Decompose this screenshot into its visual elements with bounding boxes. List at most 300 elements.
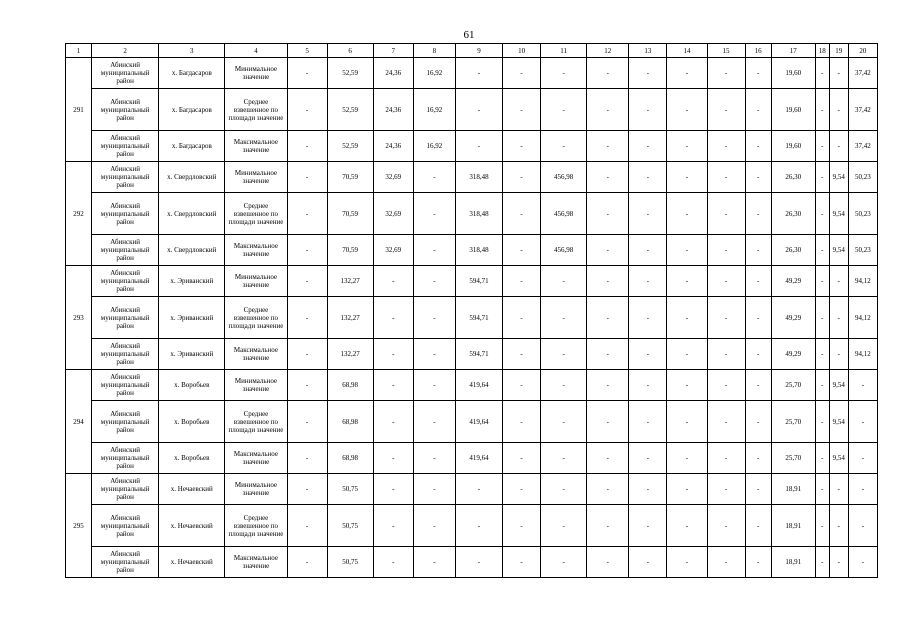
- header-row: [66, 44, 878, 58]
- table-cell: -: [503, 89, 541, 131]
- column-number-header: 19: [829, 44, 848, 58]
- table-cell: -: [815, 297, 829, 339]
- table-cell: -: [667, 474, 707, 505]
- table-cell: 419,64: [455, 401, 502, 443]
- table-cell: -: [541, 474, 587, 505]
- table-cell: -: [629, 162, 667, 193]
- value-type-cell: Минимальное значение: [225, 58, 287, 89]
- table-cell: -: [629, 266, 667, 297]
- table-cell: -: [707, 162, 745, 193]
- table-cell: -: [587, 547, 629, 578]
- table-cell: -: [455, 474, 502, 505]
- table-cell: -: [629, 370, 667, 401]
- table-cell: -: [707, 89, 745, 131]
- table-cell: -: [829, 89, 848, 131]
- settlement-cell: х. Багдасаров: [159, 58, 225, 89]
- table-cell: -: [587, 58, 629, 89]
- table-cell: -: [541, 401, 587, 443]
- table-cell: 32,69: [373, 193, 413, 235]
- table-cell: 18,91: [771, 474, 815, 505]
- data-table: [65, 43, 878, 578]
- table-cell: 50,23: [848, 235, 877, 266]
- table-cell: 16,92: [413, 131, 455, 162]
- table-cell: -: [287, 547, 327, 578]
- table-cell: -: [413, 266, 455, 297]
- table-cell: -: [848, 401, 877, 443]
- table-cell: -: [745, 370, 771, 401]
- table-cell: -: [455, 58, 502, 89]
- table-cell: -: [503, 370, 541, 401]
- table-cell: -: [587, 505, 629, 547]
- table-cell: -: [848, 443, 877, 474]
- table-cell: -: [413, 547, 455, 578]
- district-cell: Абинский муниципальный район: [92, 162, 159, 193]
- table-cell: -: [541, 266, 587, 297]
- table-cell: -: [503, 474, 541, 505]
- table-cell: -: [503, 401, 541, 443]
- table-cell: -: [629, 443, 667, 474]
- value-type-cell: Среднее взвешенное по площади значение: [225, 505, 287, 547]
- table-row: [66, 443, 878, 474]
- district-cell: Абинский муниципальный район: [92, 339, 159, 370]
- table-cell: 25,70: [771, 370, 815, 401]
- value-type-cell: Среднее взвешенное по площади значение: [225, 89, 287, 131]
- table-cell: 456,98: [541, 193, 587, 235]
- table-cell: 9,54: [829, 443, 848, 474]
- table-cell: -: [629, 89, 667, 131]
- table-cell: -: [629, 58, 667, 89]
- page-number: 61: [463, 29, 475, 41]
- value-type-cell: Максимальное значение: [225, 131, 287, 162]
- table-cell: -: [707, 193, 745, 235]
- table-cell: -: [707, 131, 745, 162]
- table-cell: -: [829, 297, 848, 339]
- table-cell: 50,23: [848, 162, 877, 193]
- table-cell: 24,36: [373, 58, 413, 89]
- table-cell: -: [373, 370, 413, 401]
- table-cell: 318,48: [455, 162, 502, 193]
- table-cell: -: [541, 505, 587, 547]
- table-cell: -: [707, 339, 745, 370]
- table-cell: 52,59: [327, 58, 373, 89]
- table-cell: 25,70: [771, 401, 815, 443]
- table-cell: -: [848, 370, 877, 401]
- table-cell: -: [667, 58, 707, 89]
- table-cell: -: [745, 443, 771, 474]
- table-cell: -: [815, 443, 829, 474]
- table-cell: -: [745, 131, 771, 162]
- column-number-header: 6: [327, 44, 373, 58]
- table-cell: -: [629, 297, 667, 339]
- column-number-header: 4: [225, 44, 287, 58]
- column-number-header: 14: [667, 44, 707, 58]
- table-cell: -: [373, 443, 413, 474]
- table-cell: -: [629, 401, 667, 443]
- table-cell: -: [287, 401, 327, 443]
- table-cell: -: [541, 297, 587, 339]
- settlement-cell: х. Багдасаров: [159, 89, 225, 131]
- table-cell: -: [707, 474, 745, 505]
- table-cell: -: [413, 339, 455, 370]
- district-cell: Абинский муниципальный район: [92, 505, 159, 547]
- table-cell: -: [587, 266, 629, 297]
- column-number-header: 3: [159, 44, 225, 58]
- table-cell: -: [541, 547, 587, 578]
- table-cell: 70,59: [327, 162, 373, 193]
- column-number-header: 7: [373, 44, 413, 58]
- table-row: [66, 339, 878, 370]
- table-cell: -: [829, 505, 848, 547]
- table-cell: -: [707, 443, 745, 474]
- table-cell: -: [373, 401, 413, 443]
- table-cell: 24,36: [373, 89, 413, 131]
- table-cell: -: [287, 474, 327, 505]
- value-type-cell: Минимальное значение: [225, 266, 287, 297]
- table-cell: -: [815, 131, 829, 162]
- table-cell: -: [829, 58, 848, 89]
- table-cell: -: [287, 58, 327, 89]
- district-cell: Абинский муниципальный район: [92, 297, 159, 339]
- column-number-header: 13: [629, 44, 667, 58]
- table-cell: -: [667, 193, 707, 235]
- district-cell: Абинский муниципальный район: [92, 401, 159, 443]
- table-row: [66, 474, 878, 505]
- table-cell: -: [373, 505, 413, 547]
- table-cell: -: [287, 131, 327, 162]
- table-cell: 9,54: [829, 401, 848, 443]
- table-cell: -: [287, 235, 327, 266]
- table-cell: -: [815, 235, 829, 266]
- table-cell: -: [541, 370, 587, 401]
- table-cell: -: [541, 339, 587, 370]
- table-cell: -: [629, 474, 667, 505]
- table-cell: -: [815, 370, 829, 401]
- table-cell: -: [629, 339, 667, 370]
- table-cell: -: [829, 547, 848, 578]
- table-cell: -: [707, 505, 745, 547]
- column-number-header: 15: [707, 44, 745, 58]
- district-cell: Абинский муниципальный район: [92, 235, 159, 266]
- table-cell: -: [503, 58, 541, 89]
- table-cell: 32,69: [373, 235, 413, 266]
- column-number-header: 5: [287, 44, 327, 58]
- settlement-cell: х. Воробьев: [159, 401, 225, 443]
- table-cell: -: [503, 443, 541, 474]
- table-cell: 50,23: [848, 193, 877, 235]
- value-type-cell: Максимальное значение: [225, 443, 287, 474]
- district-cell: Абинский муниципальный район: [92, 193, 159, 235]
- row-number: 291: [66, 58, 92, 162]
- table-row: [66, 235, 878, 266]
- table-cell: -: [667, 266, 707, 297]
- table-cell: -: [829, 474, 848, 505]
- table-cell: 594,71: [455, 297, 502, 339]
- table-cell: -: [707, 370, 745, 401]
- row-number: 294: [66, 370, 92, 474]
- table-cell: -: [287, 297, 327, 339]
- table-cell: -: [629, 235, 667, 266]
- table-cell: 16,92: [413, 89, 455, 131]
- table-cell: -: [373, 266, 413, 297]
- settlement-cell: х. Эриванский: [159, 297, 225, 339]
- table-cell: 32,69: [373, 162, 413, 193]
- table-cell: 52,59: [327, 131, 373, 162]
- table-cell: 94,12: [848, 339, 877, 370]
- table-cell: -: [587, 339, 629, 370]
- table-cell: -: [745, 339, 771, 370]
- table-cell: 26,30: [771, 193, 815, 235]
- table-cell: -: [707, 266, 745, 297]
- table-cell: 37,42: [848, 131, 877, 162]
- value-type-cell: Минимальное значение: [225, 370, 287, 401]
- settlement-cell: х. Свердловский: [159, 162, 225, 193]
- table-cell: -: [815, 162, 829, 193]
- table-cell: -: [667, 505, 707, 547]
- table-cell: -: [541, 131, 587, 162]
- table-cell: 25,70: [771, 443, 815, 474]
- table-cell: -: [815, 401, 829, 443]
- table-cell: 70,59: [327, 193, 373, 235]
- table-cell: -: [815, 505, 829, 547]
- table-cell: -: [587, 297, 629, 339]
- table-cell: -: [287, 162, 327, 193]
- table-cell: -: [667, 339, 707, 370]
- table-cell: 19,60: [771, 58, 815, 89]
- table-cell: -: [667, 297, 707, 339]
- table-cell: 9,54: [829, 162, 848, 193]
- table-cell: -: [503, 297, 541, 339]
- table-cell: 68,98: [327, 370, 373, 401]
- table-cell: -: [667, 131, 707, 162]
- table-cell: -: [587, 193, 629, 235]
- district-cell: Абинский муниципальный район: [92, 58, 159, 89]
- table-cell: -: [287, 266, 327, 297]
- table-cell: -: [707, 58, 745, 89]
- table-row: [66, 547, 878, 578]
- table-cell: 9,54: [829, 235, 848, 266]
- table-cell: -: [707, 547, 745, 578]
- table-cell: -: [413, 401, 455, 443]
- column-number-header: 11: [541, 44, 587, 58]
- column-number-header: 2: [92, 44, 159, 58]
- table-cell: -: [455, 89, 502, 131]
- table-cell: 456,98: [541, 235, 587, 266]
- column-number-header: 12: [587, 44, 629, 58]
- table-cell: 49,29: [771, 339, 815, 370]
- table-cell: 9,54: [829, 193, 848, 235]
- table-cell: -: [503, 235, 541, 266]
- table-cell: -: [745, 505, 771, 547]
- table-cell: -: [287, 505, 327, 547]
- table-cell: -: [373, 547, 413, 578]
- table-cell: -: [815, 89, 829, 131]
- district-cell: Абинский муниципальный район: [92, 547, 159, 578]
- table-cell: -: [629, 193, 667, 235]
- table-row: [66, 193, 878, 235]
- settlement-cell: х. Нечаевский: [159, 547, 225, 578]
- column-number-header: 16: [745, 44, 771, 58]
- table-cell: -: [587, 474, 629, 505]
- table-cell: -: [373, 474, 413, 505]
- table-cell: 70,59: [327, 235, 373, 266]
- column-number-header: 18: [815, 44, 829, 58]
- row-number: 295: [66, 474, 92, 578]
- table-cell: -: [587, 162, 629, 193]
- table-cell: -: [745, 235, 771, 266]
- table-body: [66, 44, 878, 578]
- table-cell: -: [455, 547, 502, 578]
- value-type-cell: Среднее взвешенное по площади значение: [225, 193, 287, 235]
- table-cell: -: [503, 131, 541, 162]
- table-row: [66, 131, 878, 162]
- table-cell: -: [413, 235, 455, 266]
- table-cell: -: [413, 505, 455, 547]
- table-cell: 318,48: [455, 235, 502, 266]
- table-cell: 419,64: [455, 443, 502, 474]
- table-cell: -: [815, 339, 829, 370]
- table-cell: -: [503, 547, 541, 578]
- table-cell: -: [745, 401, 771, 443]
- table-cell: -: [287, 193, 327, 235]
- table-cell: -: [541, 443, 587, 474]
- table-cell: -: [587, 443, 629, 474]
- table-cell: -: [587, 89, 629, 131]
- table-cell: 18,91: [771, 505, 815, 547]
- table-cell: -: [541, 58, 587, 89]
- table-cell: -: [287, 89, 327, 131]
- table-cell: -: [829, 266, 848, 297]
- value-type-cell: Максимальное значение: [225, 547, 287, 578]
- table-cell: -: [503, 162, 541, 193]
- table-cell: -: [848, 505, 877, 547]
- table-cell: 9,54: [829, 370, 848, 401]
- table-cell: -: [745, 297, 771, 339]
- table-cell: -: [287, 370, 327, 401]
- district-cell: Абинский муниципальный район: [92, 266, 159, 297]
- table-cell: 419,64: [455, 370, 502, 401]
- table-row: [66, 370, 878, 401]
- table-cell: -: [287, 443, 327, 474]
- table-cell: 19,60: [771, 131, 815, 162]
- value-type-cell: Минимальное значение: [225, 162, 287, 193]
- table-cell: 50,75: [327, 474, 373, 505]
- table-cell: 456,98: [541, 162, 587, 193]
- table-cell: -: [829, 131, 848, 162]
- settlement-cell: х. Воробьев: [159, 370, 225, 401]
- table-cell: 16,92: [413, 58, 455, 89]
- settlement-cell: х. Свердловский: [159, 193, 225, 235]
- value-type-cell: Минимальное значение: [225, 474, 287, 505]
- settlement-cell: х. Нечаевский: [159, 474, 225, 505]
- table-cell: -: [815, 474, 829, 505]
- table-cell: -: [413, 443, 455, 474]
- table-cell: -: [629, 505, 667, 547]
- table-cell: 26,30: [771, 162, 815, 193]
- table-cell: -: [587, 235, 629, 266]
- column-number-header: 9: [455, 44, 502, 58]
- district-cell: Абинский муниципальный район: [92, 443, 159, 474]
- table-cell: -: [667, 547, 707, 578]
- table-cell: 132,27: [327, 339, 373, 370]
- table-cell: -: [848, 474, 877, 505]
- table-cell: -: [707, 297, 745, 339]
- value-type-cell: Среднее взвешенное по площади значение: [225, 401, 287, 443]
- table-row: [66, 401, 878, 443]
- settlement-cell: х. Эриванский: [159, 266, 225, 297]
- table-cell: -: [587, 131, 629, 162]
- table-cell: -: [629, 547, 667, 578]
- table-cell: -: [667, 89, 707, 131]
- table-cell: 94,12: [848, 266, 877, 297]
- table-cell: 26,30: [771, 235, 815, 266]
- table-cell: -: [413, 193, 455, 235]
- table-cell: -: [745, 162, 771, 193]
- settlement-cell: х. Эриванский: [159, 339, 225, 370]
- table-cell: 19,60: [771, 89, 815, 131]
- table-cell: -: [745, 89, 771, 131]
- table-cell: -: [667, 401, 707, 443]
- table-cell: -: [815, 58, 829, 89]
- table-cell: 24,36: [373, 131, 413, 162]
- settlement-cell: х. Багдасаров: [159, 131, 225, 162]
- district-cell: Абинский муниципальный район: [92, 89, 159, 131]
- table-cell: -: [503, 193, 541, 235]
- table-row: [66, 162, 878, 193]
- table-cell: -: [667, 235, 707, 266]
- table-cell: -: [629, 131, 667, 162]
- table-cell: -: [503, 505, 541, 547]
- table-cell: 52,59: [327, 89, 373, 131]
- table-cell: 318,48: [455, 193, 502, 235]
- table-cell: -: [413, 474, 455, 505]
- table-cell: 132,27: [327, 266, 373, 297]
- table-cell: -: [541, 89, 587, 131]
- table-cell: 68,98: [327, 443, 373, 474]
- value-type-cell: Максимальное значение: [225, 339, 287, 370]
- table-row: [66, 266, 878, 297]
- table-cell: -: [455, 131, 502, 162]
- table-cell: 50,75: [327, 505, 373, 547]
- table-cell: -: [373, 339, 413, 370]
- settlement-cell: х. Свердловский: [159, 235, 225, 266]
- settlement-cell: х. Нечаевский: [159, 505, 225, 547]
- column-number-header: 1: [66, 44, 92, 58]
- district-cell: Абинский муниципальный район: [92, 474, 159, 505]
- row-number: 292: [66, 162, 92, 266]
- table-cell: -: [413, 370, 455, 401]
- column-number-header: 10: [503, 44, 541, 58]
- table-cell: -: [587, 401, 629, 443]
- table-cell: -: [745, 58, 771, 89]
- table-cell: -: [815, 547, 829, 578]
- table-cell: -: [745, 547, 771, 578]
- table-cell: -: [413, 297, 455, 339]
- table-cell: 37,42: [848, 89, 877, 131]
- table-cell: -: [848, 547, 877, 578]
- table-row: [66, 505, 878, 547]
- table-cell: -: [667, 162, 707, 193]
- table-cell: 132,27: [327, 297, 373, 339]
- table-cell: 49,29: [771, 266, 815, 297]
- table-cell: -: [667, 443, 707, 474]
- table-cell: -: [745, 193, 771, 235]
- table-cell: -: [707, 235, 745, 266]
- table-cell: 68,98: [327, 401, 373, 443]
- table-cell: -: [503, 339, 541, 370]
- table-cell: -: [745, 266, 771, 297]
- row-number: 293: [66, 266, 92, 370]
- district-cell: Абинский муниципальный район: [92, 131, 159, 162]
